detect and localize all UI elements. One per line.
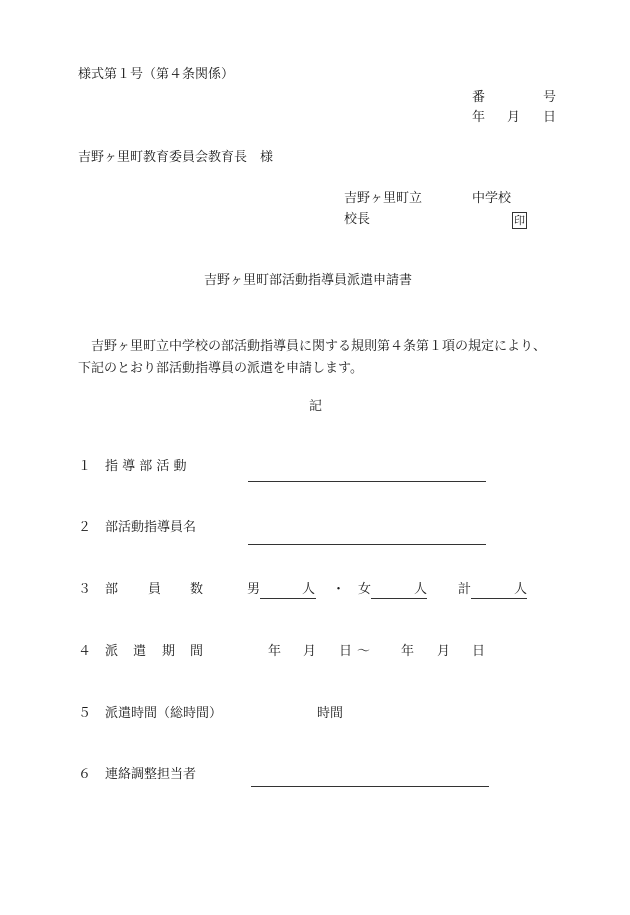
end-year: 年 xyxy=(401,644,415,659)
hours-unit: 時間 xyxy=(317,706,344,721)
period-tilde: ～ xyxy=(357,644,371,659)
start-month: 月 xyxy=(303,644,317,659)
item4-label-a: 派 xyxy=(105,644,119,659)
separator-dot: ・ xyxy=(332,582,346,597)
date-day: 日 xyxy=(543,110,557,125)
item6-label: 連絡調整担当者 xyxy=(105,767,197,782)
principal-label: 校長 xyxy=(344,212,371,227)
item2-number: ２ xyxy=(78,520,92,535)
total-label: 計 xyxy=(458,582,472,597)
start-year: 年 xyxy=(268,644,282,659)
item4-label-d: 間 xyxy=(190,644,204,659)
item2-input-line[interactable] xyxy=(248,544,486,545)
item6-input-line[interactable] xyxy=(251,786,489,787)
male-label: 男 xyxy=(247,582,261,597)
item1-label: 指 導 部 活 動 xyxy=(105,459,187,474)
item3-label-c: 数 xyxy=(190,582,204,597)
item6-number: ６ xyxy=(78,767,92,782)
document-title: 吉野ヶ里町部活動指導員派遣申請書 xyxy=(204,273,413,288)
item5-label: 派遣時間（総時間） xyxy=(105,706,223,721)
item1-number: １ xyxy=(78,459,92,474)
form-label: 様式第１号（第４条関係） xyxy=(78,67,235,82)
item3-label-a: 部 xyxy=(105,582,119,597)
date-month: 月 xyxy=(507,110,521,125)
seal-mark: 印 xyxy=(514,214,525,227)
body-paragraph: 吉野ヶ里町立中学校の部活動指導員に関する規則第４条第１項の規定により、下記のとおり部活動指導員の派遣を申請します。 xyxy=(78,339,547,376)
item3-number: ３ xyxy=(78,582,92,597)
item1-input-line[interactable] xyxy=(248,481,486,482)
addressee: 吉野ヶ里町教育委員会教育長 様 xyxy=(78,150,274,165)
end-month: 月 xyxy=(437,644,451,659)
school-prefix: 吉野ヶ里町立 xyxy=(344,191,423,206)
female-label: 女 xyxy=(358,582,372,597)
female-count-line[interactable] xyxy=(371,598,427,599)
item5-number: ５ xyxy=(78,706,92,721)
item4-number: ４ xyxy=(78,644,92,659)
item3-label-b: 員 xyxy=(148,582,162,597)
item4-label-b: 遣 xyxy=(133,644,147,659)
date-year: 年 xyxy=(472,110,486,125)
male-count-line[interactable] xyxy=(260,598,316,599)
school-suffix: 中学校 xyxy=(472,191,512,206)
male-person-unit: 人 xyxy=(302,582,316,597)
number-ban: 番 xyxy=(472,90,486,105)
total-count-line[interactable] xyxy=(471,598,527,599)
item2-label: 部活動指導員名 xyxy=(105,520,197,535)
start-day: 日 xyxy=(339,644,353,659)
total-person-unit: 人 xyxy=(514,582,528,597)
item4-label-c: 期 xyxy=(162,644,176,659)
end-day: 日 xyxy=(472,644,486,659)
number-go: 号 xyxy=(543,90,557,105)
ki-mark: 記 xyxy=(309,399,323,414)
female-person-unit: 人 xyxy=(414,582,428,597)
